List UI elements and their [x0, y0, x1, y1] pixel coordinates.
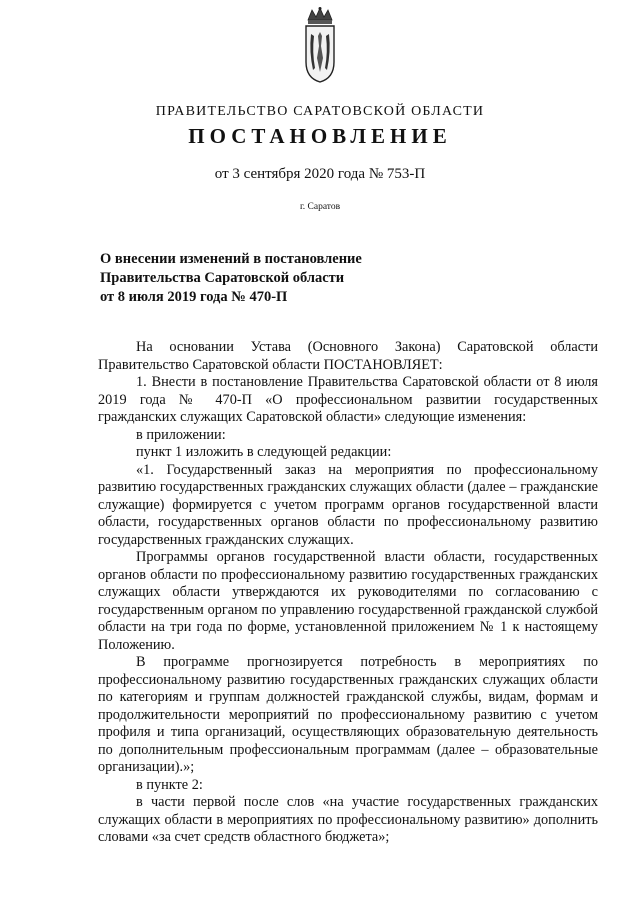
city-name: г. Саратов: [299, 202, 341, 212]
subject-line: Правительства Саратовской области: [100, 270, 345, 286]
paragraph: В программе прогнозируется потребность в мероприятиях по профессиональному развитию государственных гражданских служащих области по категориям и группам должностей гражданской службы, видам, формам и продолжительности мероприятий по профессиональному развитию с учетом профиля и типа организаций, осуществляющих образовательную деятельность по дополнительным профессиональным программам (далее – образовательные организации).»;: [98, 654, 598, 775]
decree-subject: [100, 250, 430, 307]
coat-of-arms-icon: [300, 6, 340, 86]
paragraph: в части первой после слов «на участие государственных гражданских служащих области в мероприятиях по профессиональному развитию» дополнить словами «за счет средств областного бюджета»;: [98, 794, 598, 845]
paragraph: в пункте 2:: [136, 776, 203, 793]
paragraph: пункт 1 изложить в следующей редакции:: [136, 444, 392, 460]
subject-line: О внесении изменений в постановление: [100, 251, 362, 267]
paragraph: «1. Государственный заказ на мероприятия по профессиональному развитию государственных гражданских служащих области (далее – гражданские служащие) формируется с учетом программ органов государственной власти области, государственных органов области по профессиональному развитию государственных гражданских служащих.: [98, 461, 598, 548]
paragraph: в приложении:: [136, 426, 226, 443]
government-title: ПРАВИТЕЛЬСТВО САРАТОВСКОЙ ОБЛАСТИ: [155, 104, 485, 119]
paragraph: Программы органов государственной власти области, государственных органов области по профессиональному развитию государственных гражданских служащих области утверждаются их руководителями по согласованию с государственным органом по управлению государственной гражданской службой области на три года по форме, установленной приложением № 1 к настоящему Положению.: [98, 549, 598, 653]
subject-line: от 8 июля 2019 года № 470-П: [100, 289, 288, 305]
decree-number: от 3 сентября 2020 года № 753-П: [214, 166, 426, 182]
paragraph: На основании Устава (Основного Закона) Саратовской области Правительство Саратовской области ПОСТАНОВЛЯЕТ:: [98, 339, 598, 373]
decree-body: [98, 339, 598, 847]
paragraph: 1. Внести в постановление Правительства Саратовской области от 8 июля 2019 года № 470-П «О профессиональном развитии государственных гражданских служащих Саратовской области» следующие изменения:: [98, 374, 598, 425]
document-type: ПОСТАНОВЛЕНИЕ: [188, 124, 452, 148]
